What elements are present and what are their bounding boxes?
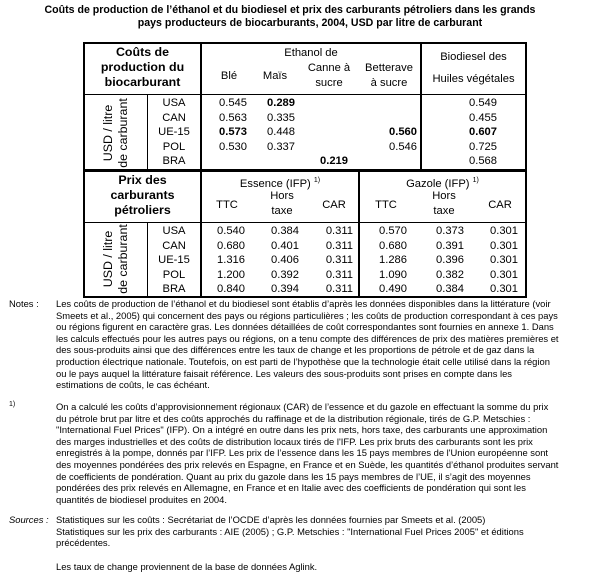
col-ess-car: CAR <box>322 199 346 211</box>
text-line: du pétrole brut par litre et des coûts approchés du raffinage et de la distribution régionale, tirés de G.P. Metschies : <box>56 412 531 424</box>
table-cell-biodiesel: 0.455 <box>469 111 497 124</box>
col-betterave-l2: à sucre <box>370 76 408 89</box>
text-line: production électrique nationale. Toutefois, on est parti de l’hypothèse que la technologie était celle utilisé dans la région <box>56 355 550 367</box>
table-cell-ess_ht: 0.392 <box>271 268 299 281</box>
table-cell-gaz_ttc: 1.090 <box>379 268 407 281</box>
table1-corner-header <box>85 45 200 90</box>
title-line-1: Coûts de production de l’éthanol et du biodiesel et prix des carburants pétroliers dans les grands <box>44 4 536 16</box>
document-title <box>0 4 616 30</box>
divider <box>85 222 525 223</box>
title-line-2: pays producteurs de biocarburants, 2004, USD par litre de carburant <box>137 17 483 29</box>
col-betterave <box>357 61 421 90</box>
table-cell-mais: 0.448 <box>267 126 295 139</box>
table-cell-canne: 0.219 <box>320 155 348 168</box>
col-gaz-car: CAR <box>488 199 512 211</box>
table-cell-biodiesel: 0.549 <box>469 97 497 109</box>
table-cell-biodiesel: 0.725 <box>469 140 497 153</box>
table-cell-gaz_ht: 0.396 <box>436 254 464 267</box>
table-cell-mais: 0.335 <box>267 111 295 124</box>
table-cell-ess_ht: 0.384 <box>271 225 299 237</box>
text-line: Smeets et al., 2005) qui concernent des pays ou régions particulières ; les coûts de production correspondant à ces pays <box>56 309 558 321</box>
text-line: de coefficients de pondération. Quant au prix du gazole dans les 15 pays membres de l’UE, il s’agit des moyennes <box>56 470 531 482</box>
row-country: UE-15 <box>158 126 190 139</box>
ethanol-group-header: Ethanol de <box>284 47 338 59</box>
table-cell-ess_ttc: 0.680 <box>217 239 245 252</box>
biodiesel-l2: Huiles végétales <box>432 73 515 85</box>
biodiesel-l1: Biodiesel des <box>440 51 507 63</box>
table-cell-ess_ht: 0.394 <box>271 283 299 296</box>
table-cell-gaz_car: 0.301 <box>490 268 518 281</box>
table-cell-ess_car: 0.311 <box>325 268 353 281</box>
text-line: Statistiques sur les coûts : Secrétariat de l’OCDE d’après les données fournies par Smeets et al. (2005) <box>56 514 486 525</box>
hors-l1: Hors <box>270 190 294 202</box>
unit-line: USD / litre <box>101 230 115 288</box>
hors-l2: taxe <box>271 204 293 217</box>
table-cell-gaz_car: 0.301 <box>490 254 518 267</box>
hors-l1: Hors <box>432 190 456 202</box>
col-gaz-ttc: TTC <box>375 199 397 211</box>
row-country: USA <box>162 97 186 109</box>
cost-price-table <box>83 42 527 298</box>
essence-label: Essence (IFP) <box>239 178 311 190</box>
corner-line: Coûts de <box>115 45 169 59</box>
corner-line: production du <box>100 60 185 74</box>
table-cell-gaz_ht: 0.384 <box>436 283 464 296</box>
corner-line: pétroliers <box>114 203 171 217</box>
table-cell-ess_ttc: 1.200 <box>217 268 245 281</box>
table-cell-gaz_ht: 0.391 <box>436 239 464 252</box>
col-mais: Maïs <box>262 70 288 82</box>
text-line: On a calculé les coûts d’approvisionnement régionaux (CAR) de l’essence et du gazole en effectuant la somme du prix <box>56 401 549 412</box>
row-country: UE-15 <box>158 254 190 267</box>
table-cell-biodiesel: 0.568 <box>469 155 497 168</box>
col-ble: Blé <box>220 70 238 82</box>
row-country: CAN <box>162 239 186 252</box>
sources-label: Sources : <box>9 514 49 525</box>
table-cell-ess_car: 0.311 <box>325 225 353 237</box>
table-cell-gaz_car: 0.301 <box>490 239 518 252</box>
sources-body <box>56 514 612 549</box>
col-gaz-ht <box>417 189 471 218</box>
col-ess-ttc: TTC <box>216 199 238 211</box>
table2-corner-header <box>85 173 200 218</box>
row-country: BRA <box>162 155 186 168</box>
table-cell-ble: 0.563 <box>219 111 247 124</box>
text-line: ou le pays auquel la littérature faisait référence. Les valeurs des sous-produits sont prises en compte dans les <box>56 367 512 379</box>
footnote-label: 1) <box>9 401 16 408</box>
text-line: pondérées des prix relevés en Allemagne, en France et en Italie avec des coefficients de pondération qui sont les <box>56 482 526 494</box>
text-line: des moyennes pondérées des prix relevés en Espagne, en France et en Suède, les quantités d’éthanol produites servant <box>56 458 559 470</box>
unit-line: de carburant <box>116 98 130 168</box>
table-cell-ess_ttc: 0.540 <box>217 225 245 237</box>
table-cell-ess_car: 0.311 <box>325 239 353 252</box>
table-cell-gaz_ht: 0.373 <box>436 225 464 237</box>
table-cell-ess_ht: 0.401 <box>271 239 299 252</box>
col-betterave-l1: Betterave <box>365 62 413 74</box>
gazole-label: Gazole (IFP) <box>406 178 470 190</box>
text-line: Statistiques sur les prix des carburants : AIE (2005) ; G.P. Metschies : "International Fuel Prices 2005" et éditions <box>56 525 524 537</box>
col-canne-l1: Canne à <box>307 62 351 74</box>
table-cell-ess_ttc: 1.316 <box>217 254 245 267</box>
table-cell-mais: 0.289 <box>267 97 295 109</box>
text-line: estimations de coûts, le cas échéant. <box>56 379 210 391</box>
row-country: CAN <box>162 111 186 124</box>
corner-line: biocarburant <box>104 75 181 89</box>
hors-l2: taxe <box>433 204 455 217</box>
table-cell-betterave: 0.546 <box>389 140 417 153</box>
text-line: "International Fuel Prices" (IFP). On a intégré en outre dans les prix nets, hors taxe, des carburants une approximation <box>56 424 548 436</box>
table-cell-gaz_ttc: 0.680 <box>379 239 407 252</box>
unit-line: de carburant <box>116 224 130 294</box>
text-line: des sous-produits ainsi que des différences entre les taux de change et les proportions de pétrole et de gaz dans la <box>56 344 535 356</box>
divider <box>85 94 525 95</box>
table-cell-gaz_ht: 0.382 <box>436 268 464 281</box>
table-cell-gaz_car: 0.301 <box>490 225 518 237</box>
text-line: quantités de biodiesel produites en 2004. <box>56 493 227 505</box>
table-cell-ess_ht: 0.406 <box>271 254 299 267</box>
table-cell-mais: 0.337 <box>267 140 295 153</box>
notes-label: Notes : <box>9 298 39 309</box>
text-line: précédentes. <box>56 537 111 549</box>
table-cell-ess_car: 0.311 <box>325 283 353 296</box>
footnote-mark: 1) <box>472 177 479 184</box>
col-canne <box>301 61 357 90</box>
table-cell-biodiesel: 0.607 <box>469 126 497 139</box>
row-country: BRA <box>162 283 186 296</box>
col-canne-l2: sucre <box>315 76 343 89</box>
table-cell-gaz_car: 0.301 <box>490 283 518 296</box>
table-cell-gaz_ttc: 0.490 <box>379 283 407 296</box>
footnote-body <box>56 401 612 505</box>
table2-unit-label <box>101 222 131 296</box>
table-cell-ble: 0.530 <box>219 140 247 153</box>
text-line: des marges industrielles et des coûts de distribution locaux tirés de l'IFP. Les prix bruts des carburants sont les prix <box>56 435 533 447</box>
table-cell-ess_ttc: 0.840 <box>217 283 245 296</box>
table-cell-gaz_ttc: 0.570 <box>379 225 407 237</box>
biodiesel-group-header <box>422 46 525 90</box>
row-country: POL <box>162 268 186 281</box>
table-cell-ess_car: 0.311 <box>325 254 353 267</box>
text-line: Les coûts de production de l’éthanol et du biodiesel sont établis d’après les données disponibles dans la littérature (voir <box>56 298 551 309</box>
col-ess-ht <box>257 189 307 218</box>
text-line: ou régions figurent en caractère gras. Les données détaillées de coût correspondantes sont fournies en annexe 1. Dans <box>56 321 554 333</box>
unit-line: USD / litre <box>101 104 115 162</box>
corner-line: Prix des <box>118 173 167 187</box>
text-line: les calculs effectués pour les autres pays ou régions, on a tenu compte des différences de prix des matières premières et <box>56 332 559 344</box>
footnote-mark: 1) <box>313 177 321 184</box>
exchange-rate-note: Les taux de change proviennent de la base de données Aglink. <box>56 561 318 572</box>
table-cell-betterave: 0.560 <box>389 126 417 139</box>
row-country: USA <box>162 225 186 237</box>
corner-line: carburants <box>110 188 175 202</box>
notes-body <box>56 298 612 391</box>
table-cell-ble: 0.573 <box>219 126 247 139</box>
table-cell-ble: 0.545 <box>219 97 247 109</box>
table1-unit-label <box>101 96 131 170</box>
divider <box>85 169 525 172</box>
table-cell-gaz_ttc: 1.286 <box>379 254 407 267</box>
text-line: enregistrés à la pompe, donnés par l’IFP. Les prix de l’essence dans les 15 pays membres de l'Union européenne sont <box>56 447 549 459</box>
row-country: POL <box>162 140 186 153</box>
